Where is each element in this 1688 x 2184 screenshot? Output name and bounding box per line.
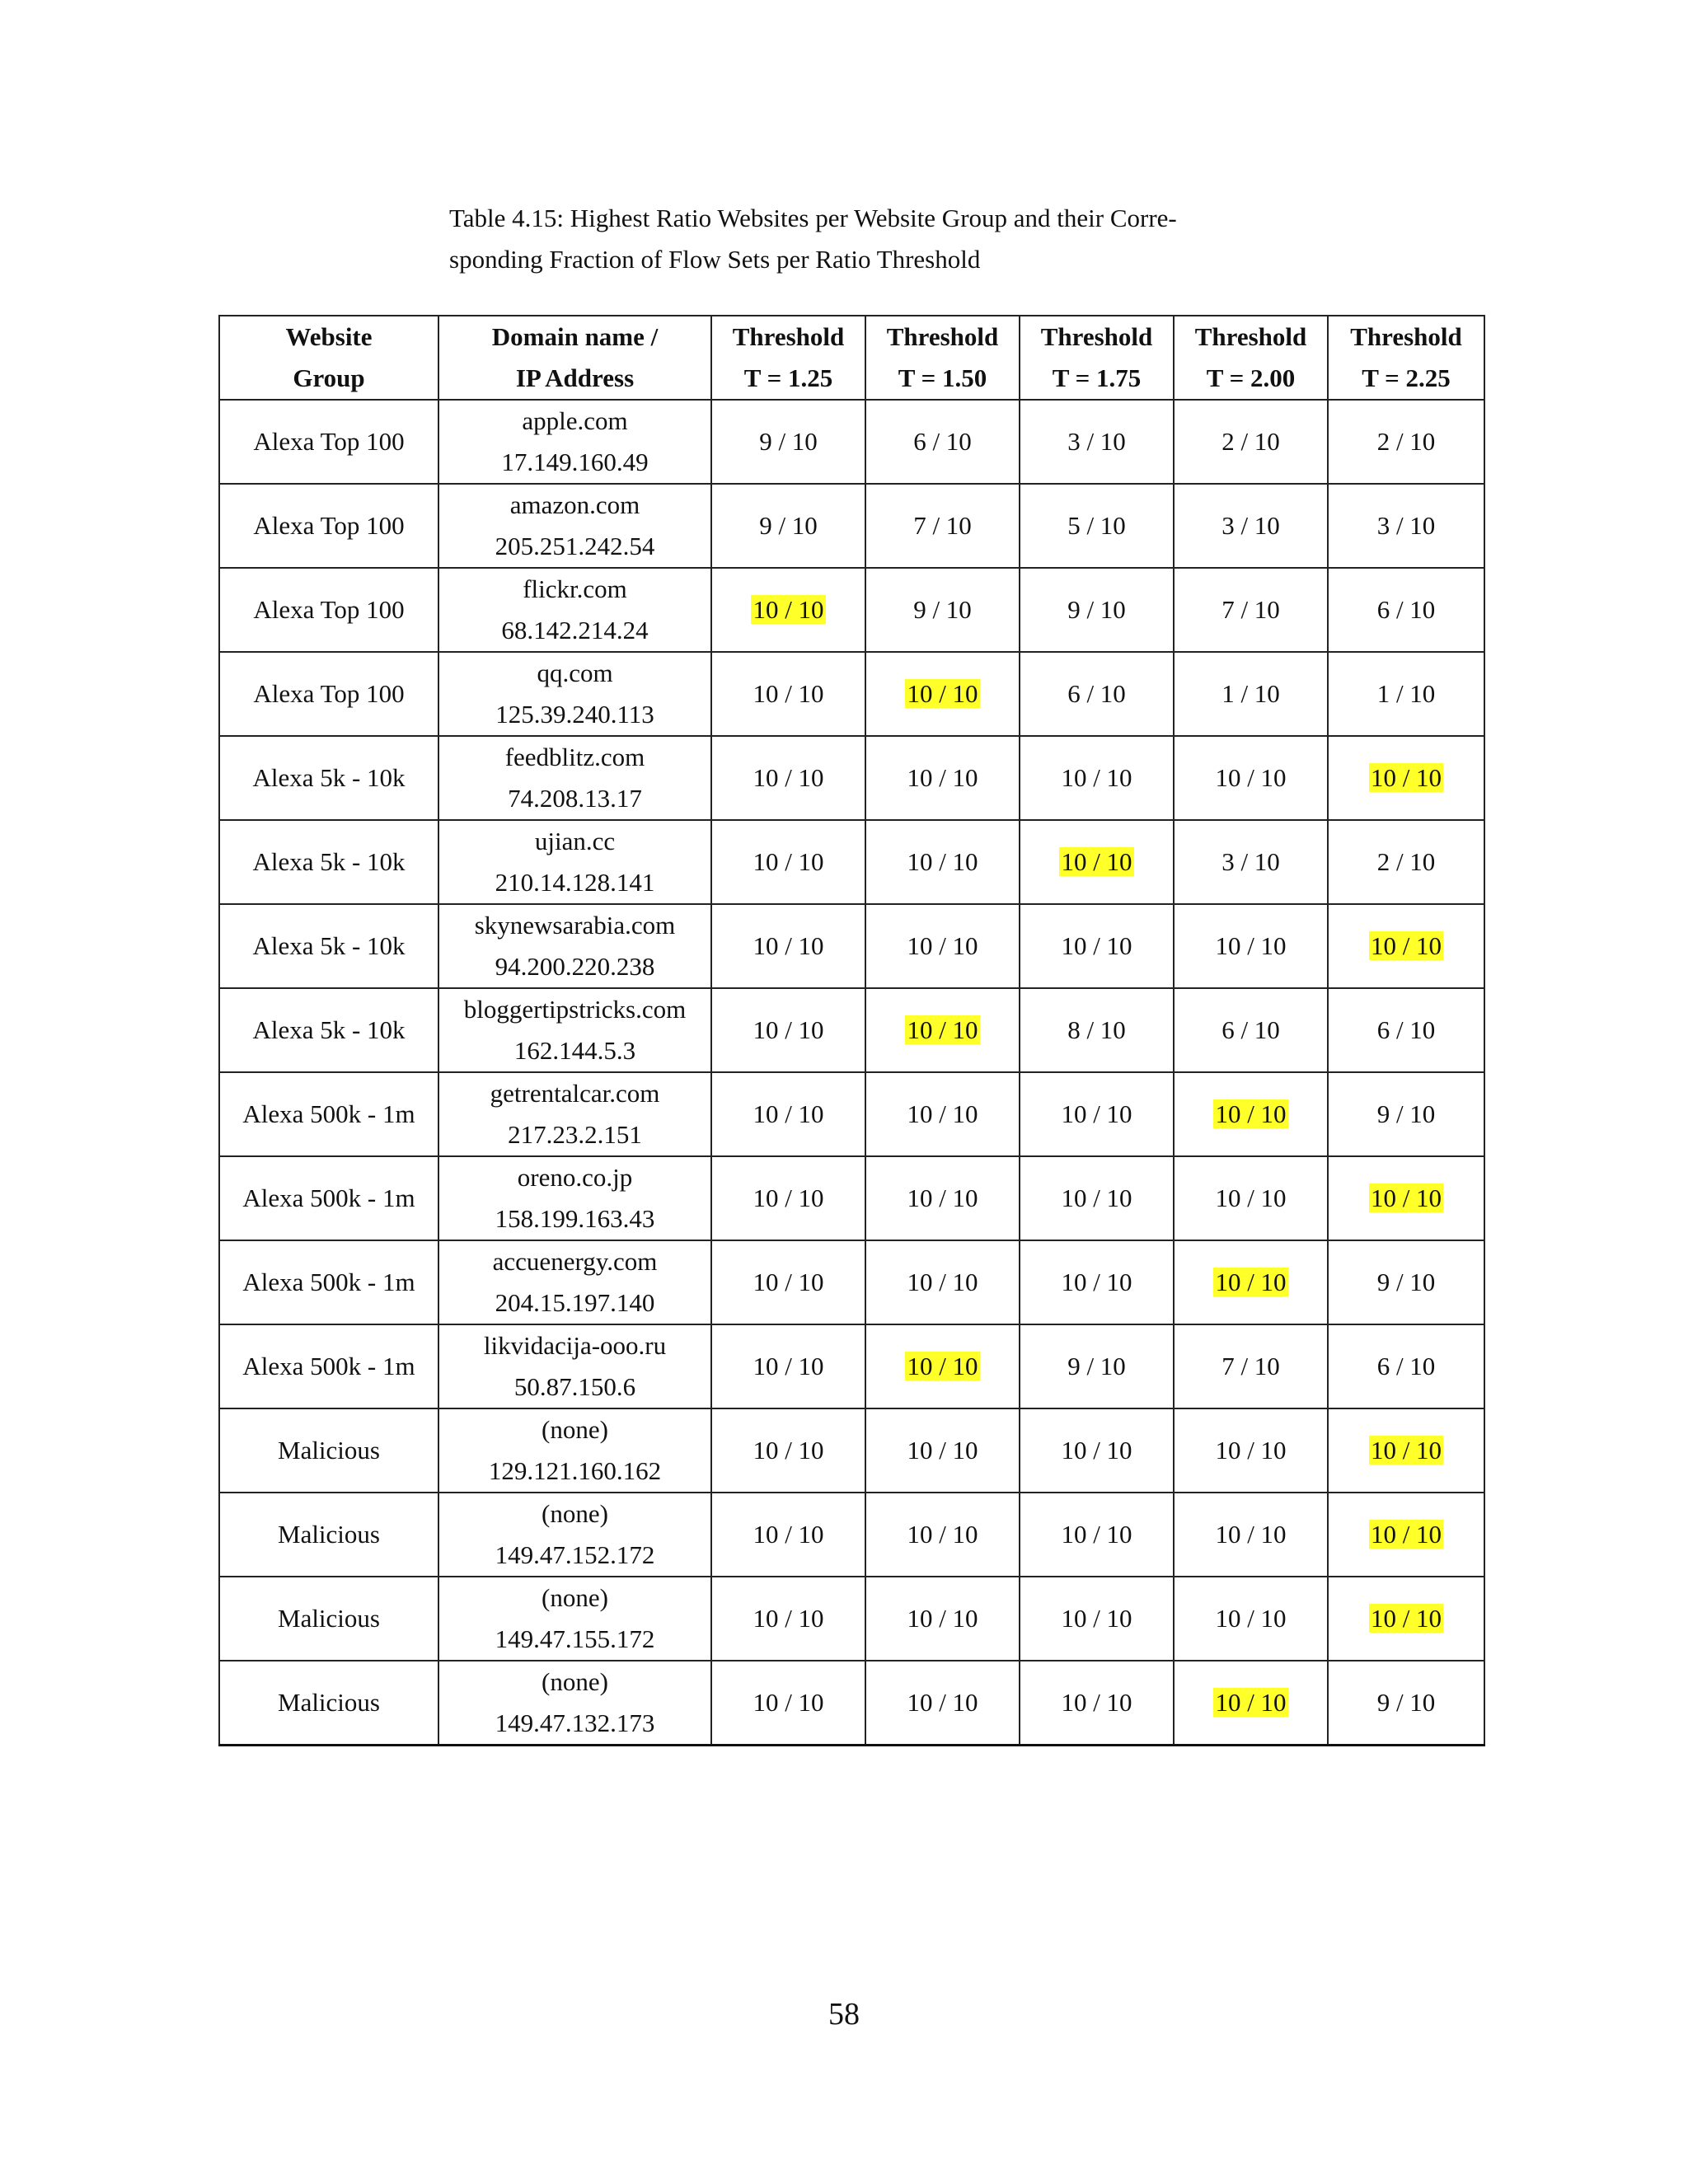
header-threshold-2-25: Threshold T = 2.25	[1328, 316, 1484, 400]
threshold-cell	[1328, 1661, 1484, 1746]
threshold-cell	[711, 820, 865, 904]
threshold-cell	[1328, 1072, 1484, 1156]
threshold-cell	[1328, 820, 1484, 904]
domain-name: feedblitz.com	[504, 743, 645, 771]
threshold-value: 10 / 10	[1215, 1183, 1287, 1212]
threshold-value: 10 / 10	[907, 1268, 978, 1296]
threshold-cell	[1328, 484, 1484, 568]
threshold-value: 10 / 10	[1061, 1520, 1132, 1549]
threshold-cell	[865, 484, 1020, 568]
threshold-value: 10 / 10	[1215, 1520, 1287, 1549]
website-group-cell: Alexa Top 100	[219, 568, 438, 652]
threshold-cell	[711, 904, 865, 988]
threshold-value: 9 / 10	[1376, 1268, 1436, 1296]
highlighted-value: 10 / 10	[907, 1015, 978, 1044]
domain-ip-cell	[438, 1156, 711, 1240]
domain-ip-cell	[438, 1240, 711, 1324]
threshold-cell	[711, 1408, 865, 1493]
threshold-cell	[865, 1324, 1020, 1408]
website-group-cell: Alexa 5k - 10k	[219, 988, 438, 1072]
threshold-cell	[711, 1577, 865, 1661]
table-row	[219, 1408, 1484, 1493]
threshold-value: 9 / 10	[759, 511, 818, 540]
table-row	[219, 736, 1484, 820]
threshold-cell	[1020, 736, 1174, 820]
table-caption	[449, 198, 1273, 280]
threshold-cell	[865, 400, 1020, 484]
threshold-cell	[711, 988, 865, 1072]
threshold-cell	[1174, 1324, 1328, 1408]
domain-name: skynewsarabia.com	[474, 911, 676, 940]
threshold-value: 9 / 10	[1376, 1688, 1436, 1717]
highlighted-value: 10 / 10	[1370, 1604, 1442, 1633]
threshold-cell	[865, 1240, 1020, 1324]
table-row	[219, 1324, 1484, 1408]
ip-address: 204.15.197.140	[495, 1288, 655, 1317]
page-number: 58	[828, 1997, 860, 2032]
threshold-value: 6 / 10	[1376, 595, 1436, 624]
domain-ip-cell	[438, 736, 711, 820]
threshold-value: 7 / 10	[913, 511, 972, 540]
domain-name: getrentalcar.com	[490, 1079, 660, 1108]
website-group-cell: Alexa Top 100	[219, 484, 438, 568]
threshold-cell	[1020, 1240, 1174, 1324]
header-threshold-1-50: Threshold T = 1.50	[865, 316, 1020, 400]
threshold-cell	[865, 1156, 1020, 1240]
threshold-value: 10 / 10	[753, 1436, 824, 1465]
threshold-value: 9 / 10	[913, 595, 972, 624]
table-row	[219, 820, 1484, 904]
domain-ip-cell	[438, 1577, 711, 1661]
threshold-cell	[1020, 1072, 1174, 1156]
threshold-value: 10 / 10	[753, 1099, 824, 1128]
website-group-cell: Alexa 500k - 1m	[219, 1156, 438, 1240]
threshold-value: 10 / 10	[907, 1099, 978, 1128]
threshold-value: 10 / 10	[753, 1268, 824, 1296]
ip-address: 50.87.150.6	[513, 1372, 636, 1401]
threshold-value: 6 / 10	[1376, 1015, 1436, 1044]
threshold-value: 2 / 10	[1376, 847, 1436, 876]
website-group-cell: Alexa 5k - 10k	[219, 904, 438, 988]
highlighted-value: 10 / 10	[1215, 1099, 1287, 1128]
threshold-value: 10 / 10	[1215, 763, 1287, 792]
threshold-cell	[865, 736, 1020, 820]
threshold-cell	[865, 820, 1020, 904]
threshold-cell	[1020, 484, 1174, 568]
threshold-cell	[1328, 988, 1484, 1072]
threshold-value: 8 / 10	[1067, 1015, 1126, 1044]
table-row	[219, 1577, 1484, 1661]
domain-ip-cell	[438, 1661, 711, 1746]
table-row	[219, 904, 1484, 988]
threshold-value: 2 / 10	[1376, 427, 1436, 456]
highlighted-value: 10 / 10	[1370, 1520, 1442, 1549]
threshold-value: 1 / 10	[1221, 679, 1280, 708]
highlighted-value: 10 / 10	[1215, 1688, 1287, 1717]
domain-name: bloggertipstricks.com	[463, 995, 687, 1024]
table-row	[219, 652, 1484, 736]
threshold-cell	[865, 904, 1020, 988]
threshold-cell	[711, 1072, 865, 1156]
table-row	[219, 568, 1484, 652]
highlighted-value: 10 / 10	[907, 679, 978, 708]
domain-ip-cell	[438, 904, 711, 988]
header-domain-ip: Domain name / IP Address	[438, 316, 711, 400]
threshold-value: 10 / 10	[907, 1604, 978, 1633]
website-group-cell: Alexa Top 100	[219, 400, 438, 484]
domain-ip-cell	[438, 652, 711, 736]
threshold-value: 10 / 10	[907, 763, 978, 792]
threshold-cell	[1328, 652, 1484, 736]
threshold-value: 10 / 10	[1061, 1183, 1132, 1212]
threshold-value: 6 / 10	[913, 427, 972, 456]
domain-ip-cell	[438, 400, 711, 484]
threshold-cell	[865, 652, 1020, 736]
ip-address: 217.23.2.151	[508, 1120, 642, 1149]
threshold-value: 9 / 10	[759, 427, 818, 456]
table-row	[219, 988, 1484, 1072]
domain-name: amazon.com	[509, 490, 640, 519]
ip-address: 210.14.128.141	[495, 868, 655, 897]
website-group-cell: Malicious	[219, 1661, 438, 1746]
threshold-cell	[1328, 904, 1484, 988]
threshold-value: 5 / 10	[1067, 511, 1126, 540]
caption-line-1: Table 4.15: Highest Ratio Websites per Website Group and their Corre-	[449, 204, 1177, 232]
threshold-value: 10 / 10	[1215, 1436, 1287, 1465]
ip-address: 68.142.214.24	[501, 616, 649, 644]
threshold-value: 7 / 10	[1221, 1352, 1280, 1380]
threshold-cell	[1328, 1156, 1484, 1240]
threshold-value: 10 / 10	[907, 847, 978, 876]
threshold-cell	[1020, 904, 1174, 988]
threshold-cell	[1174, 1577, 1328, 1661]
threshold-cell	[865, 1577, 1020, 1661]
domain-name: (none)	[542, 1415, 608, 1444]
table-row	[219, 1156, 1484, 1240]
threshold-value: 6 / 10	[1221, 1015, 1280, 1044]
ip-address: 149.47.155.172	[495, 1624, 655, 1653]
domain-name: apple.com	[522, 406, 628, 435]
threshold-cell	[1020, 820, 1174, 904]
ip-address: 125.39.240.113	[495, 700, 654, 729]
table-row	[219, 400, 1484, 484]
threshold-cell	[1174, 1156, 1328, 1240]
threshold-cell	[1328, 568, 1484, 652]
domain-name: (none)	[542, 1667, 608, 1696]
threshold-value: 10 / 10	[1215, 931, 1287, 960]
website-group-cell: Malicious	[219, 1493, 438, 1577]
threshold-cell	[1174, 1072, 1328, 1156]
table-row	[219, 1072, 1484, 1156]
website-group-cell: Alexa 500k - 1m	[219, 1324, 438, 1408]
threshold-cell	[1020, 652, 1174, 736]
domain-name: oreno.co.jp	[517, 1163, 633, 1192]
domain-ip-cell	[438, 1072, 711, 1156]
threshold-cell	[1328, 736, 1484, 820]
threshold-value: 10 / 10	[907, 1688, 978, 1717]
threshold-cell	[1174, 736, 1328, 820]
caption-line-2: sponding Fraction of Flow Sets per Ratio Threshold	[449, 245, 981, 274]
domain-ip-cell	[438, 1324, 711, 1408]
results-table	[218, 315, 1485, 1746]
threshold-cell	[1174, 1240, 1328, 1324]
threshold-cell	[865, 1661, 1020, 1746]
highlighted-value: 10 / 10	[1061, 847, 1132, 876]
threshold-value: 3 / 10	[1221, 511, 1280, 540]
threshold-value: 10 / 10	[753, 1604, 824, 1633]
domain-ip-cell	[438, 484, 711, 568]
threshold-cell	[1328, 1408, 1484, 1493]
threshold-value: 10 / 10	[1061, 1099, 1132, 1128]
threshold-cell	[711, 484, 865, 568]
threshold-cell	[711, 1661, 865, 1746]
threshold-cell	[1020, 1577, 1174, 1661]
domain-name: (none)	[542, 1583, 608, 1612]
threshold-cell	[1020, 988, 1174, 1072]
domain-name: (none)	[542, 1499, 608, 1528]
table-row	[219, 484, 1484, 568]
threshold-value: 2 / 10	[1221, 427, 1280, 456]
threshold-cell	[865, 1408, 1020, 1493]
domain-name: ujian.cc	[534, 827, 616, 855]
header-threshold-1-75: Threshold T = 1.75	[1020, 316, 1174, 400]
highlighted-value: 10 / 10	[1370, 1183, 1442, 1212]
threshold-value: 10 / 10	[1061, 1268, 1132, 1296]
threshold-value: 10 / 10	[1215, 1604, 1287, 1633]
highlighted-value: 10 / 10	[1370, 1436, 1442, 1465]
threshold-cell	[1020, 400, 1174, 484]
domain-ip-cell	[438, 988, 711, 1072]
threshold-value: 10 / 10	[1061, 1688, 1132, 1717]
threshold-cell	[1174, 652, 1328, 736]
threshold-cell	[865, 988, 1020, 1072]
threshold-value: 10 / 10	[753, 763, 824, 792]
ip-address: 17.149.160.49	[501, 448, 649, 476]
table-row	[219, 1661, 1484, 1746]
domain-name: likvidacija-ooo.ru	[483, 1331, 667, 1360]
ip-address: 74.208.13.17	[508, 784, 642, 813]
highlighted-value: 10 / 10	[1215, 1268, 1287, 1296]
domain-name: accuenergy.com	[492, 1247, 658, 1276]
threshold-value: 1 / 10	[1376, 679, 1436, 708]
threshold-cell	[711, 1324, 865, 1408]
threshold-cell	[1174, 1408, 1328, 1493]
threshold-cell	[1174, 400, 1328, 484]
ip-address: 149.47.152.172	[495, 1540, 655, 1569]
threshold-cell	[1328, 1577, 1484, 1661]
threshold-cell	[1174, 820, 1328, 904]
threshold-value: 10 / 10	[1061, 1436, 1132, 1465]
threshold-cell	[711, 1240, 865, 1324]
threshold-value: 3 / 10	[1067, 427, 1126, 456]
threshold-cell	[1020, 1324, 1174, 1408]
table-row	[219, 1240, 1484, 1324]
ip-address: 129.121.160.162	[488, 1456, 662, 1485]
threshold-value: 10 / 10	[753, 1015, 824, 1044]
table-row	[219, 1493, 1484, 1577]
header-threshold-2-00: Threshold T = 2.00	[1174, 316, 1328, 400]
website-group-cell: Malicious	[219, 1408, 438, 1493]
ip-address: 162.144.5.3	[513, 1036, 636, 1065]
threshold-value: 10 / 10	[753, 679, 824, 708]
threshold-cell	[1174, 568, 1328, 652]
threshold-cell	[865, 568, 1020, 652]
threshold-cell	[711, 736, 865, 820]
website-group-cell: Malicious	[219, 1577, 438, 1661]
header-row	[219, 316, 1484, 400]
threshold-value: 10 / 10	[1061, 763, 1132, 792]
threshold-cell	[1020, 1493, 1174, 1577]
threshold-cell	[865, 1072, 1020, 1156]
website-group-cell: Alexa 500k - 1m	[219, 1240, 438, 1324]
domain-ip-cell	[438, 568, 711, 652]
threshold-value: 10 / 10	[753, 1688, 824, 1717]
domain-name: flickr.com	[523, 574, 627, 603]
threshold-cell	[711, 400, 865, 484]
threshold-value: 10 / 10	[907, 1520, 978, 1549]
threshold-cell	[711, 652, 865, 736]
threshold-value: 6 / 10	[1376, 1352, 1436, 1380]
highlighted-value: 10 / 10	[1370, 931, 1442, 960]
website-group-cell: Alexa 500k - 1m	[219, 1072, 438, 1156]
header-website-group: Website Group	[219, 316, 438, 400]
threshold-value: 10 / 10	[753, 847, 824, 876]
domain-ip-cell	[438, 1408, 711, 1493]
website-group-cell: Alexa 5k - 10k	[219, 820, 438, 904]
domain-ip-cell	[438, 1493, 711, 1577]
threshold-value: 6 / 10	[1067, 679, 1126, 708]
threshold-value: 10 / 10	[907, 931, 978, 960]
threshold-cell	[1020, 1156, 1174, 1240]
ip-address: 149.47.132.173	[495, 1708, 655, 1737]
highlighted-value: 10 / 10	[753, 595, 824, 624]
threshold-cell	[711, 1156, 865, 1240]
threshold-cell	[1174, 1493, 1328, 1577]
threshold-cell	[1328, 1493, 1484, 1577]
threshold-cell	[1328, 1240, 1484, 1324]
threshold-value: 10 / 10	[753, 1520, 824, 1549]
threshold-value: 10 / 10	[907, 1183, 978, 1212]
threshold-cell	[1174, 484, 1328, 568]
threshold-value: 9 / 10	[1067, 595, 1126, 624]
threshold-cell	[1020, 1408, 1174, 1493]
threshold-cell	[1020, 1661, 1174, 1746]
threshold-cell	[711, 568, 865, 652]
threshold-value: 3 / 10	[1376, 511, 1436, 540]
threshold-value: 9 / 10	[1376, 1099, 1436, 1128]
threshold-value: 10 / 10	[753, 931, 824, 960]
threshold-cell	[1174, 904, 1328, 988]
ip-address: 205.251.242.54	[495, 532, 655, 560]
threshold-cell	[1174, 1661, 1328, 1746]
threshold-cell	[1328, 1324, 1484, 1408]
domain-name: qq.com	[537, 658, 613, 687]
highlighted-value: 10 / 10	[907, 1352, 978, 1380]
threshold-value: 3 / 10	[1221, 847, 1280, 876]
threshold-value: 10 / 10	[753, 1352, 824, 1380]
threshold-cell	[1174, 988, 1328, 1072]
threshold-cell	[1328, 400, 1484, 484]
table-body	[219, 400, 1484, 1746]
highlighted-value: 10 / 10	[1370, 763, 1442, 792]
header-threshold-1-25: Threshold T = 1.25	[711, 316, 865, 400]
threshold-value: 9 / 10	[1067, 1352, 1126, 1380]
threshold-value: 7 / 10	[1221, 595, 1280, 624]
table-header	[219, 316, 1484, 400]
domain-ip-cell	[438, 820, 711, 904]
threshold-value: 10 / 10	[1061, 1604, 1132, 1633]
threshold-value: 10 / 10	[753, 1183, 824, 1212]
threshold-cell	[1020, 568, 1174, 652]
threshold-value: 10 / 10	[907, 1436, 978, 1465]
ip-address: 94.200.220.238	[495, 952, 655, 981]
ip-address: 158.199.163.43	[495, 1204, 655, 1233]
threshold-cell	[711, 1493, 865, 1577]
threshold-value: 10 / 10	[1061, 931, 1132, 960]
website-group-cell: Alexa 5k - 10k	[219, 736, 438, 820]
threshold-cell	[865, 1493, 1020, 1577]
website-group-cell: Alexa Top 100	[219, 652, 438, 736]
